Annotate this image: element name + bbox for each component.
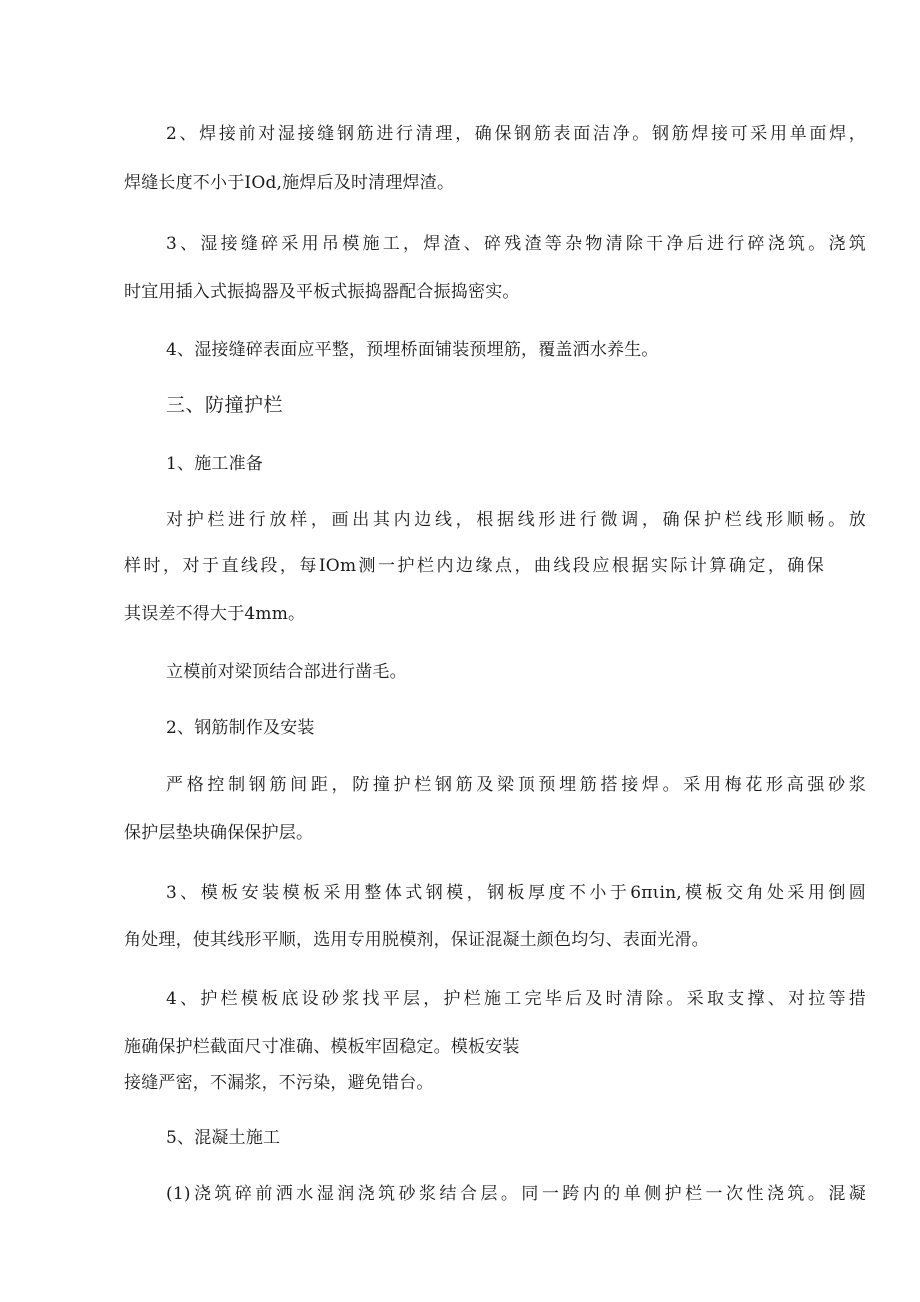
- subsection-heading: 2、钢筋制作及安装: [166, 718, 315, 738]
- paragraph-line: 3、湿接缝碎采用吊模施工，焊渣、碎残渣等杂物清除干净后进行碎浇筑。浇筑: [166, 234, 866, 254]
- paragraph-line: 时宜用插入式振捣器及平板式振捣器配合振捣密实。: [124, 282, 520, 302]
- paragraph-line: 3、模板安装模板采用整体式钢模，钢板厚度不小于6πιin,模板交角处采用倒圆: [166, 883, 866, 903]
- subsection-heading: 5、混凝土施工: [166, 1128, 281, 1148]
- subsection-heading: 1、施工准备: [166, 454, 264, 474]
- paragraph-line: 角处理，使其线形平顺，选用专用脱模剂，保证混凝土颜色均匀、表面光滑。: [124, 930, 709, 950]
- paragraph-line: 焊缝长度不小于IOd,施焊后及时清理焊渣。: [124, 173, 455, 193]
- paragraph-line: 施确保护栏截面尺寸准确、模板牢固稳定。模板安装: [124, 1037, 520, 1057]
- paragraph-line: 2、焊接前对湿接缝钢筋进行清理，确保钢筋表面洁净。钢筋焊接可采用单面焊，: [166, 124, 866, 144]
- paragraph-line: 保护层垫块确保保护层。: [124, 823, 314, 843]
- paragraph-line: 其误差不得大于4mm。: [124, 604, 306, 624]
- paragraph-line: 立模前对梁顶结合部进行凿毛。: [166, 662, 407, 682]
- paragraph-line: 严格控制钢筋间距，防撞护栏钢筋及梁顶预埋筋搭接焊。采用梅花形高强砂浆: [166, 775, 866, 795]
- section-heading: 三、防撞护栏: [166, 394, 284, 416]
- paragraph-line: 4、湿接缝碎表面应平整，预埋桥面铺装预埋筋，覆盖洒水养生。: [166, 340, 659, 360]
- paragraph-line: 对护栏进行放样，画出其内边线，根据线形进行微调，确保护栏线形顺畅。放: [166, 510, 866, 530]
- paragraph-line: 样时，对于直线段，每IOm测一护栏内边缘点，曲线段应根据实际计算确定，确保: [124, 556, 824, 576]
- paragraph-line: 4、护栏模板底设砂浆找平层，护栏施工完毕后及时清除。采取支撑、对拉等措: [166, 989, 866, 1009]
- paragraph-line: (1)浇筑碎前洒水湿润浇筑砂浆结合层。同一跨内的单侧护栏一次性浇筑。混凝: [166, 1184, 866, 1204]
- paragraph-line: 接缝严密，不漏浆，不污染，避免错台。: [124, 1073, 434, 1093]
